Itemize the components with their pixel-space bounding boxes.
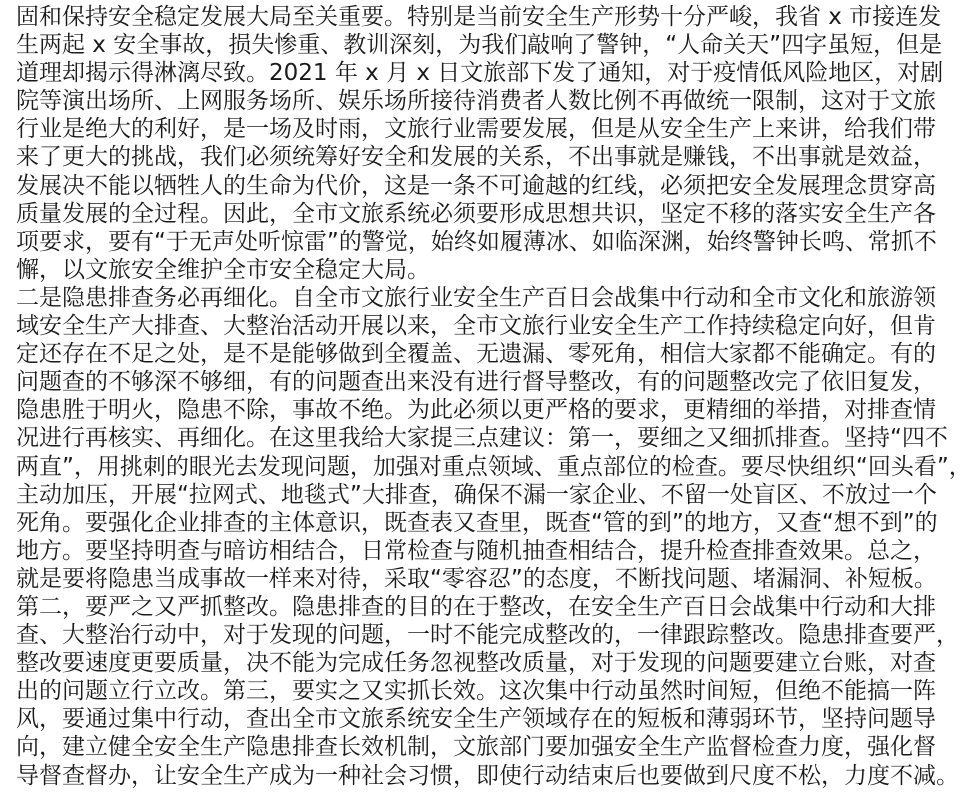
document-body (16, 3, 972, 790)
text-line: 定还存在不足之处，是不是能够做到全覆盖、无遗漏、零死角，相信大家都不能确定。有的 (16, 341, 936, 368)
text-line: 况进行再核实、再细化。在这里我给大家提三点建议：第一，要细之又细抓排查。坚持“四不 (16, 425, 948, 452)
text-line: 道理却揭示得淋漓尽致。2021 年 x 月 x 日文旅部下发了通知，对于疫情低风险地区，对剧 (16, 60, 944, 87)
text-line: 向，建立健全安全生产隐患排查长效机制，文旅部门要加强安全生产监督检查力度，强化督 (16, 734, 936, 761)
text-line: 二是隐患排查务必再细化。自全市文旅行业安全生产百日会战集中行动和全市文化和旅游领 (16, 284, 936, 311)
text-line: 固和保持安全稳定发展大局至关重要。特别是当前安全生产形势十分严峻，我省 x 市接连发 (16, 4, 942, 30)
text-line: 问题查的不够深不够细，有的问题查出来没有进行督导整改，有的问题整改完了依旧复发， (16, 369, 936, 396)
text-line: 主动加压，开展“拉网式、地毯式”大排查，确保不漏一家企业、不留一处盲区、不放过一个 (16, 481, 937, 508)
text-line: 行业是绝大的利好，是一场及时雨，文旅行业需要发展，但是从安全生产上来讲，给我们带 (16, 116, 936, 143)
text-line: 项要求，要有“于无声处听惊雷”的警觉，始终如履薄冰、如临深渊，始终警钟长鸣、常抓不 (16, 228, 937, 255)
text-line: 出的问题立行立改。第三，要实之又实抓长效。这次集中行动虽然时间短，但绝不能搞一阵 (16, 678, 936, 705)
text-line: 质量发展的全过程。因此，全市文旅系统必须要形成思想共识，坚定不移的落实安全生产各 (16, 200, 936, 227)
text-line: 查、大整治行动中，对于发现的问题，一时不能完成整改的，一律跟踪整改。隐患排查要严， (16, 622, 959, 649)
text-line: 地方。要坚持明查与暗访相结合，日常检查与随机抽查相结合，提升检查排查效果。总之， (16, 537, 936, 564)
text-line: 整改要速度更要质量，决不能为完成任务忽视整改质量，对于发现的问题要建立台账，对查 (16, 650, 936, 677)
text-line: 来了更大的挑战，我们必须统筹好安全和发展的关系，不出事就是赚钱，不出事就是效益， (16, 144, 936, 171)
text-line: 第二，要严之又严抓整改。隐患排查的目的在于整改，在安全生产百日会战集中行动和大排 (16, 593, 936, 620)
text-line: 院等演出场所、上网服务场所、娱乐场所接待消费者人数比例不再做统一限制，这对于文旅 (16, 88, 936, 115)
text-line: 域安全生产大排查、大整治活动开展以来，全市文旅行业安全生产工作持续稳定向好，但肯 (16, 313, 936, 340)
text-line: 发展决不能以牺牲人的生命为代价，这是一条不可逾越的红线，必须把安全发展理念贯穿高 (16, 172, 936, 199)
text-line: 就是要将隐患当成事故一样来对待，采取“零容忍”的态度，不断找问题、堵漏洞、补短板。 (16, 565, 937, 592)
text-line: 风，要通过集中行动，查出全市文旅系统安全生产领域存在的短板和薄弱环节，坚持问题导 (16, 706, 936, 733)
text-line: 死角。要强化企业排查的主体意识，既查表又查里，既查“管的到”的地方，又查“想不到”的 (16, 509, 938, 536)
text-line: 两直”，用挑刺的眼光去发现问题，加强对重点领域、重点部位的检查。要尽快组织“回头看”， (16, 453, 972, 480)
text-line: 懈，以文旅安全维护全市安全稳定大局。 (16, 256, 430, 283)
text-line: 导督查督办，让安全生产成为一种社会习惯，即使行动结束后也要做到尺度不松，力度不减。 (16, 762, 959, 789)
text-line: 生两起 x 安全事故，损失惨重、教训深刻，为我们敲响了警钟，“人命关天”四字虽短，但是 (16, 32, 943, 59)
text-line: 隐患胜于明火，隐患不除，事故不绝。为此必须以更严格的要求，更精细的举措，对排查情 (16, 397, 936, 424)
